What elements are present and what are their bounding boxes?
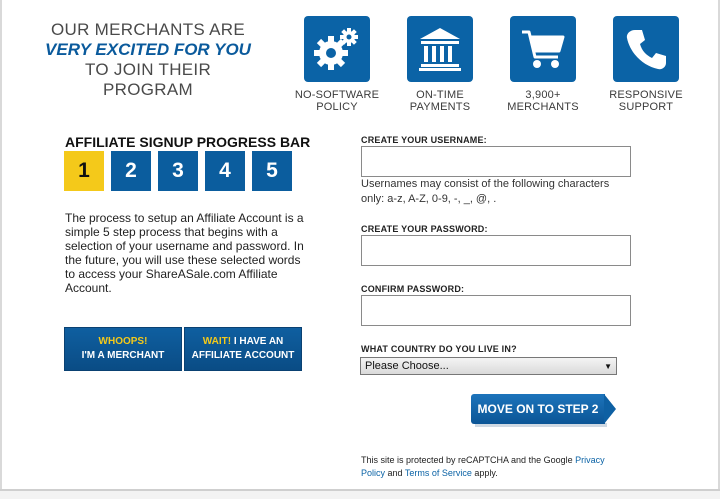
feature-caption-line-1: RESPONSIVE bbox=[609, 89, 683, 101]
existing-affiliate-button[interactable] bbox=[184, 327, 302, 371]
affiliate-button-label-b: AFFILIATE ACCOUNT bbox=[191, 350, 295, 361]
recaptcha-notice bbox=[361, 454, 631, 480]
feature-caption-line-2: PAYMENTS bbox=[409, 101, 471, 113]
promo-headline bbox=[38, 20, 258, 100]
affiliate-button-label-a: I HAVE AN bbox=[231, 336, 284, 347]
feature-caption-line-1: NO-SOFTWARE bbox=[294, 89, 380, 101]
progress-title: AFFILIATE SIGNUP PROGRESS BAR bbox=[65, 134, 311, 150]
feature-no-software bbox=[287, 16, 387, 113]
next-step-label: MOVE ON TO STEP 2 bbox=[471, 394, 605, 424]
chevron-down-icon: ▼ bbox=[604, 361, 612, 371]
country-select-value: Please Choose... bbox=[365, 360, 449, 372]
feature-caption-line-1: 3,900+ bbox=[525, 89, 561, 101]
feature-responsive-support bbox=[596, 16, 696, 113]
feature-caption-line-1: ON-TIME bbox=[416, 89, 464, 101]
gears-icon bbox=[304, 16, 370, 82]
shopping-cart-icon bbox=[510, 16, 576, 82]
confirm-password-field[interactable] bbox=[361, 295, 631, 326]
feature-merchants bbox=[493, 16, 593, 113]
account-type-buttons bbox=[64, 327, 302, 371]
next-step-button[interactable] bbox=[471, 394, 617, 424]
footer-divider bbox=[0, 489, 720, 499]
terms-of-service-link[interactable]: Terms of Service bbox=[404, 468, 472, 478]
confirm-password-label: CONFIRM PASSWORD: bbox=[361, 284, 465, 294]
merchant-button[interactable] bbox=[64, 327, 182, 371]
affiliate-button-hi: WAIT! bbox=[202, 336, 232, 347]
step-5: 5 bbox=[252, 151, 292, 191]
password-label: CREATE YOUR PASSWORD: bbox=[361, 224, 488, 234]
headline-line-3: TO JOIN THEIR PROGRAM bbox=[84, 60, 212, 99]
phone-icon bbox=[613, 16, 679, 82]
headline-line-2: VERY EXCITED FOR YOU bbox=[45, 40, 251, 59]
country-select[interactable] bbox=[360, 357, 617, 375]
recaptcha-suffix: apply. bbox=[471, 468, 498, 478]
progress-steps bbox=[64, 151, 292, 191]
step-3: 3 bbox=[158, 151, 198, 191]
username-field[interactable] bbox=[361, 146, 631, 177]
merchant-button-label: I'M A MERCHANT bbox=[81, 350, 165, 361]
password-field[interactable] bbox=[361, 235, 631, 266]
feature-caption-line-2: SUPPORT bbox=[618, 101, 674, 113]
arrow-right-icon bbox=[604, 394, 616, 424]
feature-caption-line-2: POLICY bbox=[316, 101, 358, 113]
merchant-button-hi: WHOOPS! bbox=[98, 336, 148, 347]
intro-text: The process to setup an Affiliate Account is a simple 5 step process that begins with a selection of your username and password. In the future, you will use these selected words to access your ShareASale.com Affiliate Account. bbox=[65, 211, 304, 295]
bank-icon bbox=[407, 16, 473, 82]
step-4: 4 bbox=[205, 151, 245, 191]
feature-caption-line-2: MERCHANTS bbox=[507, 101, 579, 113]
recaptcha-prefix: This site is protected by reCAPTCHA and the Google bbox=[361, 455, 576, 465]
username-hint: Usernames may consist of the following characters only: a-z, A-Z, 0-9, -, _, @, . bbox=[361, 178, 610, 205]
step-1: 1 bbox=[64, 151, 104, 191]
recaptcha-and: and bbox=[385, 468, 405, 478]
feature-on-time-payments bbox=[390, 16, 490, 113]
country-label: WHAT COUNTRY DO YOU LIVE IN? bbox=[361, 344, 517, 354]
username-label: CREATE YOUR USERNAME: bbox=[361, 135, 487, 145]
privacy-policy-link[interactable]: Privacy Policy bbox=[361, 455, 605, 478]
step-2: 2 bbox=[111, 151, 151, 191]
headline-line-1: OUR MERCHANTS ARE bbox=[50, 20, 245, 39]
